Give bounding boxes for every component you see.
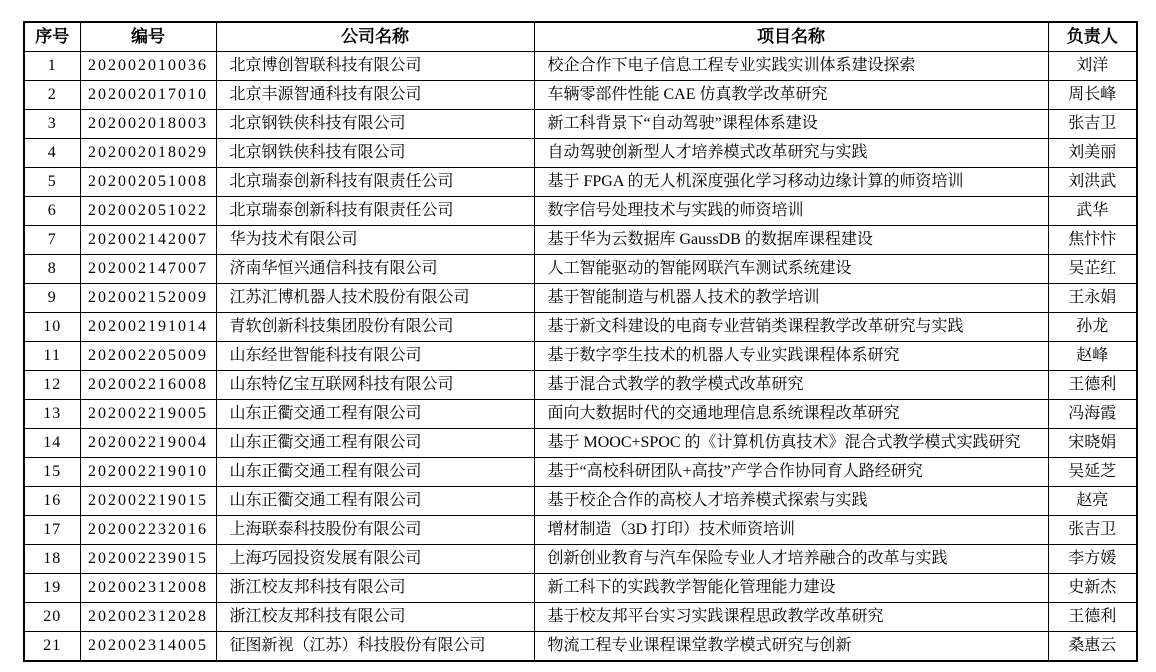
cell-company: 北京瑞泰创新科技有限责任公司	[216, 168, 534, 197]
project-table-container	[23, 21, 1138, 662]
table-row	[24, 487, 1137, 516]
cell-code: 202002152009	[80, 284, 216, 313]
cell-seq: 8	[24, 255, 80, 284]
col-header-code: 编号	[80, 22, 216, 52]
cell-code: 202002219004	[80, 429, 216, 458]
cell-project: 自动驾驶创新型人才培养模式改革研究与实践	[534, 139, 1048, 168]
cell-company: 北京丰源智通科技有限公司	[216, 81, 534, 110]
table-row	[24, 400, 1137, 429]
table-row	[24, 603, 1137, 632]
header-row	[24, 22, 1137, 52]
cell-seq: 1	[24, 52, 80, 81]
cell-project: 基于“高校科研团队+高技”产学合作协同育人路经研究	[534, 458, 1048, 487]
cell-leader: 刘美丽	[1048, 139, 1137, 168]
cell-code: 202002142007	[80, 226, 216, 255]
cell-code: 202002312008	[80, 574, 216, 603]
cell-project: 校企合作下电子信息工程专业实践实训体系建设探索	[534, 52, 1048, 81]
cell-company: 江苏汇博机器人技术股份有限公司	[216, 284, 534, 313]
cell-seq: 17	[24, 516, 80, 545]
table-row	[24, 139, 1137, 168]
table-row	[24, 255, 1137, 284]
cell-leader: 冯海霞	[1048, 400, 1137, 429]
cell-seq: 12	[24, 371, 80, 400]
cell-leader: 刘洋	[1048, 52, 1137, 81]
cell-project: 基于 FPGA 的无人机深度强化学习移动边缘计算的师资培训	[534, 168, 1048, 197]
cell-seq: 2	[24, 81, 80, 110]
cell-project: 基于校企合作的高校人才培养模式探索与实践	[534, 487, 1048, 516]
cell-leader: 周长峰	[1048, 81, 1137, 110]
cell-project: 基于混合式教学的教学模式改革研究	[534, 371, 1048, 400]
cell-code: 202002312028	[80, 603, 216, 632]
cell-project: 物流工程专业课程课堂教学模式研究与创新	[534, 632, 1048, 662]
cell-code: 202002147007	[80, 255, 216, 284]
cell-leader: 张吉卫	[1048, 110, 1137, 139]
cell-seq: 15	[24, 458, 80, 487]
cell-company: 北京瑞泰创新科技有限责任公司	[216, 197, 534, 226]
cell-seq: 18	[24, 545, 80, 574]
cell-company: 征图新视（江苏）科技股份有限公司	[216, 632, 534, 662]
cell-leader: 王德利	[1048, 371, 1137, 400]
cell-seq: 3	[24, 110, 80, 139]
cell-code: 202002232016	[80, 516, 216, 545]
cell-seq: 21	[24, 632, 80, 662]
cell-project: 基于 MOOC+SPOC 的《计算机仿真技术》混合式教学模式实践研究	[534, 429, 1048, 458]
cell-leader: 吴延芝	[1048, 458, 1137, 487]
cell-company: 山东特亿宝互联网科技有限公司	[216, 371, 534, 400]
cell-seq: 9	[24, 284, 80, 313]
cell-leader: 宋晓娟	[1048, 429, 1137, 458]
cell-code: 202002191014	[80, 313, 216, 342]
table-row	[24, 574, 1137, 603]
cell-company: 山东正衢交通工程有限公司	[216, 400, 534, 429]
cell-project: 面向大数据时代的交通地理信息系统课程改革研究	[534, 400, 1048, 429]
cell-company: 华为技术有限公司	[216, 226, 534, 255]
table-row	[24, 52, 1137, 81]
cell-project: 人工智能驱动的智能网联汽车测试系统建设	[534, 255, 1048, 284]
table-row	[24, 284, 1137, 313]
cell-company: 青软创新科技集团股份有限公司	[216, 313, 534, 342]
cell-company: 上海巧园投资发展有限公司	[216, 545, 534, 574]
cell-company: 上海联泰科技股份有限公司	[216, 516, 534, 545]
cell-seq: 11	[24, 342, 80, 371]
table-row	[24, 226, 1137, 255]
table-row	[24, 313, 1137, 342]
cell-code: 202002239015	[80, 545, 216, 574]
cell-code: 202002051008	[80, 168, 216, 197]
cell-project: 基于校友邦平台实习实践课程思政教学改革研究	[534, 603, 1048, 632]
cell-code: 202002018003	[80, 110, 216, 139]
cell-company: 北京钢铁侠科技有限公司	[216, 110, 534, 139]
cell-leader: 武华	[1048, 197, 1137, 226]
col-header-seq: 序号	[24, 22, 80, 52]
cell-seq: 20	[24, 603, 80, 632]
cell-seq: 14	[24, 429, 80, 458]
cell-code: 202002017010	[80, 81, 216, 110]
cell-code: 202002219005	[80, 400, 216, 429]
cell-seq: 19	[24, 574, 80, 603]
cell-code: 202002219015	[80, 487, 216, 516]
cell-company: 北京博创智联科技有限公司	[216, 52, 534, 81]
col-header-company: 公司名称	[216, 22, 534, 52]
cell-company: 浙江校友邦科技有限公司	[216, 603, 534, 632]
cell-code: 202002051022	[80, 197, 216, 226]
cell-leader: 张吉卫	[1048, 516, 1137, 545]
cell-code: 202002314005	[80, 632, 216, 662]
cell-company: 北京钢铁侠科技有限公司	[216, 139, 534, 168]
cell-leader: 史新杰	[1048, 574, 1137, 603]
cell-project: 新工科背景下“自动驾驶”课程体系建设	[534, 110, 1048, 139]
table-row	[24, 545, 1137, 574]
cell-leader: 李方媛	[1048, 545, 1137, 574]
cell-leader: 桑惠云	[1048, 632, 1137, 662]
table-row	[24, 632, 1137, 662]
cell-code: 202002219010	[80, 458, 216, 487]
cell-seq: 7	[24, 226, 80, 255]
cell-leader: 焦忭忭	[1048, 226, 1137, 255]
cell-project: 新工科下的实践教学智能化管理能力建设	[534, 574, 1048, 603]
cell-leader: 赵亮	[1048, 487, 1137, 516]
table-body	[24, 52, 1137, 662]
table-row	[24, 168, 1137, 197]
table-row	[24, 81, 1137, 110]
cell-leader: 王德利	[1048, 603, 1137, 632]
cell-project: 数字信号处理技术与实践的师资培训	[534, 197, 1048, 226]
cell-leader: 刘洪武	[1048, 168, 1137, 197]
cell-leader: 吴芷红	[1048, 255, 1137, 284]
project-approval-table	[23, 21, 1138, 662]
cell-company: 浙江校友邦科技有限公司	[216, 574, 534, 603]
cell-project: 基于智能制造与机器人技术的教学培训	[534, 284, 1048, 313]
cell-project: 车辆零部件性能 CAE 仿真教学改革研究	[534, 81, 1048, 110]
cell-code: 202002205009	[80, 342, 216, 371]
table-row	[24, 197, 1137, 226]
cell-code: 202002018029	[80, 139, 216, 168]
cell-seq: 5	[24, 168, 80, 197]
cell-seq: 16	[24, 487, 80, 516]
cell-code: 202002010036	[80, 52, 216, 81]
cell-leader: 王永娟	[1048, 284, 1137, 313]
cell-project: 基于华为云数据库 GaussDB 的数据库课程建设	[534, 226, 1048, 255]
cell-project: 基于数字孪生技术的机器人专业实践课程体系研究	[534, 342, 1048, 371]
cell-leader: 孙龙	[1048, 313, 1137, 342]
cell-company: 山东经世智能科技有限公司	[216, 342, 534, 371]
cell-company: 山东正衢交通工程有限公司	[216, 458, 534, 487]
cell-project: 增材制造（3D 打印）技术师资培训	[534, 516, 1048, 545]
cell-seq: 4	[24, 139, 80, 168]
cell-code: 202002216008	[80, 371, 216, 400]
cell-seq: 13	[24, 400, 80, 429]
cell-project: 基于新文科建设的电商专业营销类课程教学改革研究与实践	[534, 313, 1048, 342]
cell-company: 山东正衢交通工程有限公司	[216, 487, 534, 516]
table-row	[24, 110, 1137, 139]
cell-seq: 6	[24, 197, 80, 226]
cell-company: 山东正衢交通工程有限公司	[216, 429, 534, 458]
table-row	[24, 516, 1137, 545]
table-row	[24, 458, 1137, 487]
table-row	[24, 342, 1137, 371]
cell-leader: 赵峰	[1048, 342, 1137, 371]
col-header-leader: 负责人	[1048, 22, 1137, 52]
table-row	[24, 371, 1137, 400]
table-row	[24, 429, 1137, 458]
cell-company: 济南华恒兴通信科技有限公司	[216, 255, 534, 284]
col-header-project: 项目名称	[534, 22, 1048, 52]
cell-seq: 10	[24, 313, 80, 342]
cell-project: 创新创业教育与汽车保险专业人才培养融合的改革与实践	[534, 545, 1048, 574]
